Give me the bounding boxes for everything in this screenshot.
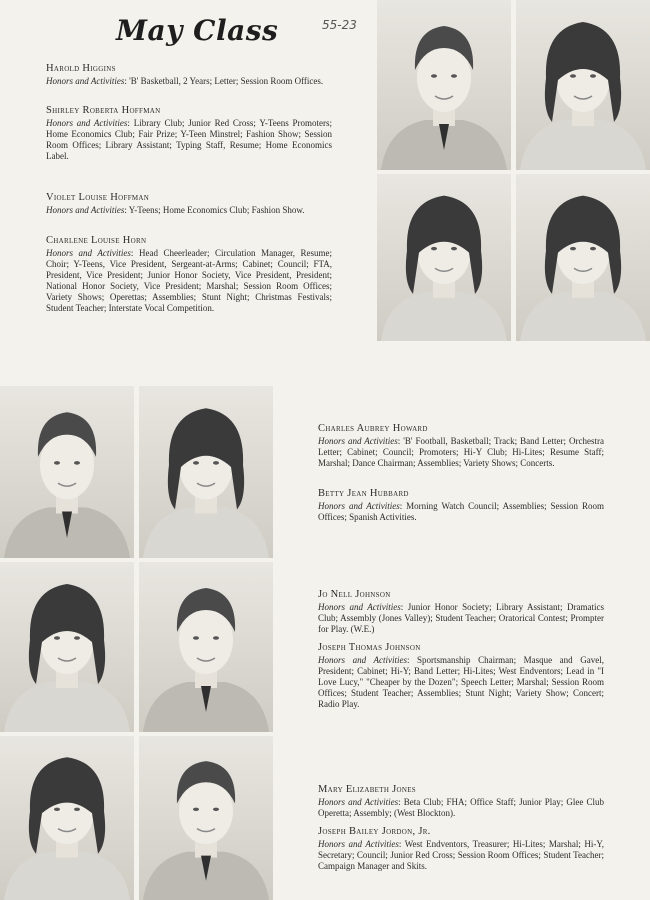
portrait-photo [516,0,650,170]
portrait-silhouette [139,736,273,900]
portrait-silhouette [0,736,134,900]
activities-text: Beta Club; FHA; Office Staff; Junior Play; Glee Club Operetta; Assembly; (West Blockton). [318,797,604,818]
entry-violet-hoffman: Violet Louise Hoffman Honors and Activities: Y-Teens; Home Economics Club; Fashion Show. [46,192,332,216]
portrait-photo [139,562,273,732]
activities-text: Morning Watch Council; Assemblies; Session Room Offices; Spanish Activities. [318,501,604,522]
handwritten-page-note: 55-23 [322,18,357,32]
honors-label: Honors and Activities [46,76,125,86]
activities-text: Library Club; Junior Red Cross; Y-Teens Promoters; Home Economics Club; Fair Prize; Y-Teen Minstrel; Fashion Show; Session Room Offices; Library Assistant; Typing Staff, Resume; Home Economics Label. [46,118,332,161]
entry-shirley-hoffman: Shirley Roberta Hoffman Honors and Activities: Library Club; Junior Red Cross; Y-Teens Promoters; Home Economics Club; Fair Prize; Y-Teen Minstrel; Fashion Show; Session Room Offices; Library Assistant; Typing Staff, Resume; Home Economics Label. [46,105,332,161]
student-name: Charlene Louise Horn [46,235,147,246]
student-name: Mary Elizabeth Jones [318,784,416,795]
activities-text: Y-Teens; Home Economics Club; Fashion Show. [128,205,305,215]
portrait-silhouette [0,386,134,558]
honors-label: Honors and Activities [318,839,399,849]
entry-jo-nell-johnson: Jo Nell Johnson Honors and Activities: Junior Honor Society; Library Assistant; Dramatics Club; Assembly (Jones Valley); Student Teacher; Oratorical Contest; Prompter for Play. (W.E.) [318,589,604,634]
honors-label: Honors and Activities [318,797,399,807]
entry-mary-jones: Mary Elizabeth Jones Honors and Activities: Beta Club; FHA; Office Staff; Junior Play; Glee Club Operetta; Assembly; (West Blockton). [318,784,604,818]
honors-label: Honors and Activities [46,205,125,215]
entry-betty-hubbard: Betty Jean Hubbard Honors and Activities: Morning Watch Council; Assemblies; Session Room Offices; Spanish Activities. [318,488,604,522]
activities-text: West Endventors, Treasurer; Hi-Lites; Marshal; Hi-Y, Secretary; Council; Junior Red Cross; Session Room Offices; Student Teacher; Campaign Manager and Skits. [318,839,604,871]
portrait-photo [516,174,650,341]
entry-harold-higgins: Harold Higgins Honors and Activities: 'B' Basketball, 2 Years; Letter; Session Room Offices. [46,63,332,87]
student-name: Violet Louise Hoffman [46,192,150,203]
portrait-silhouette [516,174,650,341]
student-name: Charles Aubrey Howard [318,423,428,434]
entry-charlene-horn: Charlene Louise Horn Honors and Activities: Head Cheerleader; Circulation Manager, Resume; Choir; Y-Teens, Vice President, Sergeant-at-Arms; Cabinet; Council; FTA, President, Vice President; Junior Honor Society, Vice President, President; National Honor Society, Vice President; Marshal; Session Room Offices; Variety Shows; Operettas; Assemblies; Stunt Night; Christmas Festivals; Student Teacher; Interstate Vocal Competition. [46,235,332,313]
portrait-photo [377,0,511,170]
portrait-silhouette [377,0,511,170]
portrait-photo [0,386,134,558]
honors-label: Honors and Activities [318,501,400,511]
student-name: Jo Nell Johnson [318,589,391,600]
entry-charles-howard: Charles Aubrey Howard Honors and Activities: 'B' Football, Basketball; Track; Band Letter; Orchestra Letter; Cabinet; Council; Promoters; Hi-Y Club; Hi-Lites; Resume Staff; Marshal; Dance Chairman; Assemblies; Variety Shows; Concerts. [318,423,604,468]
portrait-photo [0,736,134,900]
student-name: Shirley Roberta Hoffman [46,105,161,116]
honors-label: Honors and Activities [46,248,131,258]
portrait-silhouette [516,0,650,170]
portrait-photo [377,174,511,341]
portrait-silhouette [377,174,511,341]
honors-label: Honors and Activities [318,655,407,665]
entry-joseph-thomas-johnson: Joseph Thomas Johnson Honors and Activities: Sportsmanship Chairman; Masque and Gavel, President; Cabinet; Hi-Y; Band Letter; Hi-Lites; West Endventors; Lead in "I Love Lucy," "Cheaper by the Dozen"; Speech Letter; Marshal; Session Room Offices; Student Teacher; Assemblies; Stunt Night; Variety Show; Concert; Radio Play. [318,642,604,709]
portrait-photo [0,562,134,732]
honors-label: Honors and Activities [318,602,401,612]
portrait-photo [139,386,273,558]
student-name: Joseph Thomas Johnson [318,642,421,653]
entry-joseph-jordon: Joseph Bailey Jordon, Jr. Honors and Activities: West Endventors, Treasurer; Hi-Lites; Marshal; Hi-Y, Secretary; Council; Junior Red Cross; Session Room Offices; Student Teacher; Campaign Manager and Skits. [318,826,604,871]
honors-label: Honors and Activities [46,118,128,128]
activities-text: Head Cheerleader; Circulation Manager, Resume; Choir; Y-Teens, Vice President, Sergeant-at-Arms; Cabinet; Council; FTA, President, Vice President; Junior Honor Society, Vice President, President; National Honor Society, Vice President; Marshal; Session Room Offices; Variety Shows; Operettas; Assemblies; Stunt Night; Christmas Festivals; Student Teacher; Interstate Vocal Competition. [46,248,332,313]
portrait-silhouette [0,562,134,732]
activities-text: 'B' Football, Basketball; Track; Band Letter; Orchestra Letter; Cabinet; Council; Promoters; Hi-Y Club; Hi-Lites; Resume Staff; Marshal; Dance Chairman; Assemblies; Variety Shows; Concerts. [318,436,604,468]
activities-text: Junior Honor Society; Library Assistant; Dramatics Club; Assembly (Jones Valley); Student Teacher; Oratorical Contest; Prompter for Play. (W.E.) [318,602,604,634]
student-name: Harold Higgins [46,63,116,74]
honors-label: Honors and Activities [318,436,398,446]
activities-text: Sportsmanship Chairman; Masque and Gavel, President; Cabinet; Hi-Y; Band Letter; Hi-Lites; West Endventors; Lead in "I Love Lucy," "Cheaper by the Dozen"; Speech Letter; Marshal; Session Room Offices; Student Teacher; Assemblies; Stunt Night; Variety Show; Concert; Radio Play. [318,655,604,709]
activities-text: 'B' Basketball, 2 Years; Letter; Session Room Offices. [129,76,324,86]
portrait-silhouette [139,386,273,558]
student-name: Joseph Bailey Jordon, Jr. [318,826,431,837]
student-name: Betty Jean Hubbard [318,488,409,499]
portrait-photo [139,736,273,900]
page-title: May Class [116,14,279,47]
portrait-silhouette [139,562,273,732]
